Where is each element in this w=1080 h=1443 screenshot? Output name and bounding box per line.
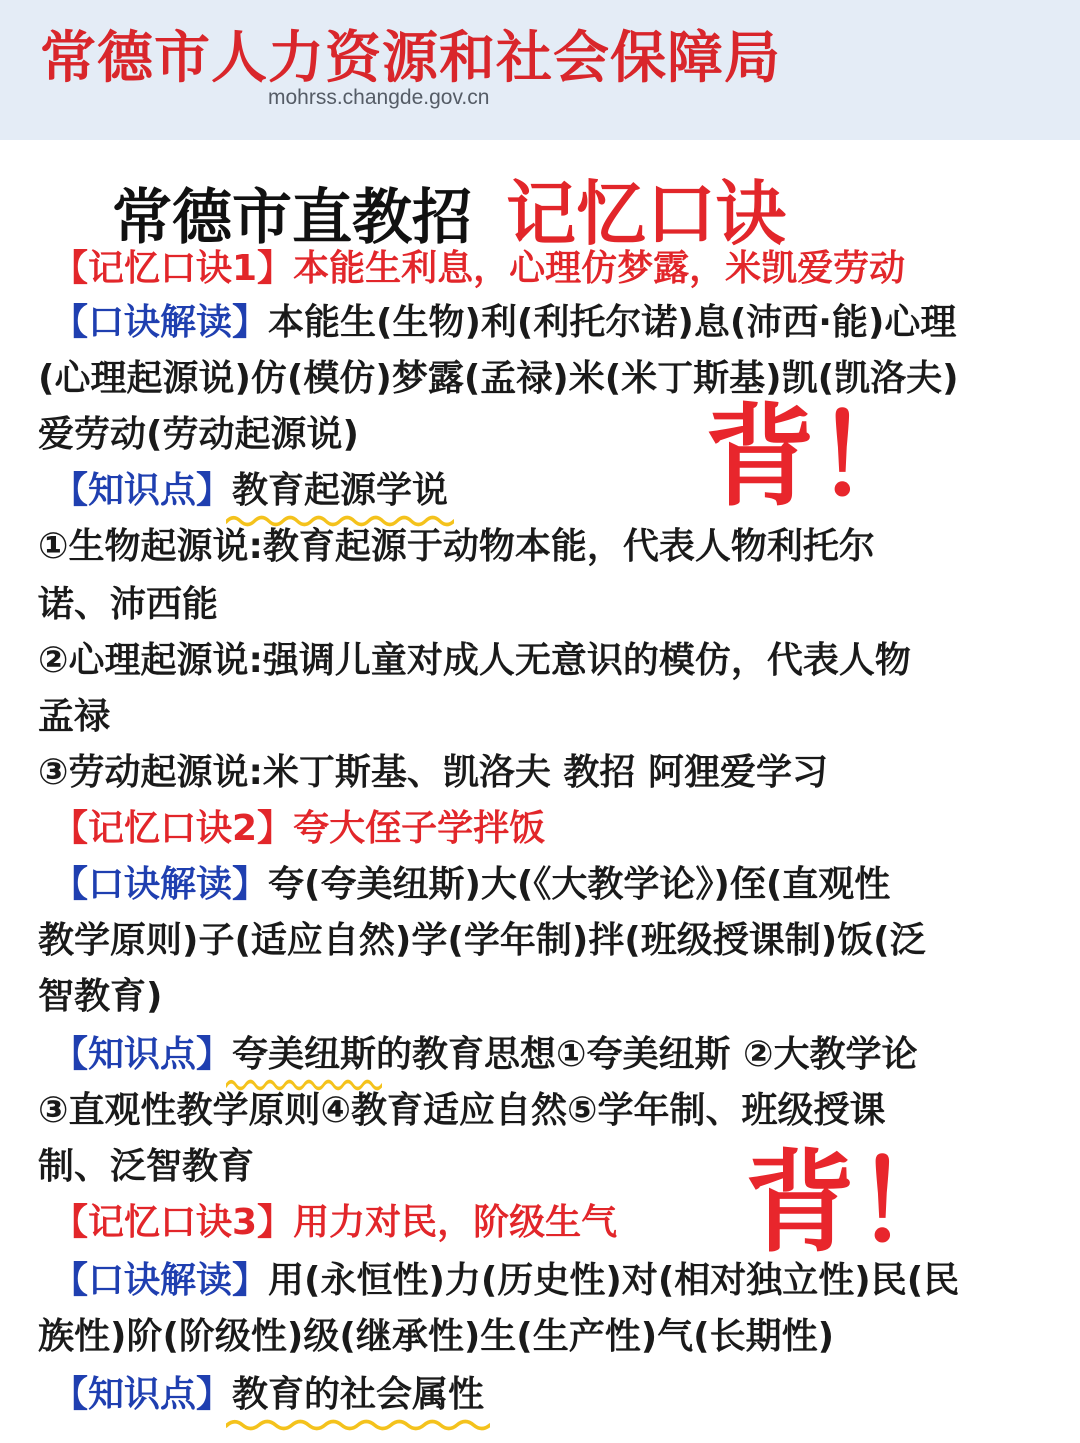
- line-text: ③直观性教学原则④教育适应自然⑤学年制、班级授课: [38, 1090, 886, 1131]
- section-tag: 【记忆口诀2】: [52, 808, 294, 849]
- text-line: [38, 580, 218, 630]
- text-line: [38, 410, 359, 460]
- line-text: ③劳动起源说:米丁斯基、凯洛夫 教招 阿狸爱学习: [38, 752, 828, 793]
- keyword-text: 夸美纽斯: [232, 1034, 377, 1075]
- highlighted-keyword: [232, 1370, 484, 1420]
- line-text: 用(永恒性)力(历史性)对(相对独立性)民(民: [268, 1260, 960, 1301]
- line-text: 本能生利息，心理仿梦露，米凯爱劳动: [293, 248, 906, 289]
- text-line: [52, 244, 905, 294]
- line-text: 夸大侄子学拌饭: [293, 808, 546, 849]
- section-tag: 【记忆口诀3】: [52, 1202, 294, 1243]
- text-line: [52, 298, 956, 348]
- line-text: 的教育思想①夸美纽斯 ②大教学论: [376, 1034, 918, 1075]
- text-line: [52, 466, 448, 516]
- text-line: [38, 636, 911, 686]
- text-line: [38, 692, 110, 742]
- section-tag: 【口诀解读】: [52, 864, 269, 905]
- text-line: [52, 804, 545, 854]
- line-text: (心理起源说)仿(模仿)梦露(孟禄)米(米丁斯基)凯(凯洛夫): [38, 358, 959, 399]
- section-tag: 【知识点】: [52, 1374, 233, 1415]
- highlighted-keyword: [232, 466, 448, 516]
- line-text: 用力对民，阶级生气: [293, 1202, 618, 1243]
- text-line: [38, 1142, 254, 1192]
- text-line: [38, 522, 875, 572]
- line-text: 制、泛智教育: [38, 1146, 255, 1187]
- stamp-memorize: 背！: [705, 393, 925, 521]
- text-line: [38, 916, 926, 966]
- line-text: 教学原则)子(适应自然)学(学年制)拌(班级授课制)饭(泛: [38, 920, 926, 961]
- section-tag: 【口诀解读】: [52, 1260, 269, 1301]
- text-line: [38, 1312, 834, 1362]
- keyword-text: 教育的社会属性: [232, 1374, 485, 1415]
- line-text: 孟禄: [38, 696, 111, 737]
- section-tag: 【记忆口诀1】: [52, 248, 294, 289]
- site-url[interactable]: mohrss.changde.gov.cn: [268, 86, 490, 109]
- text-line: [52, 860, 890, 910]
- wavy-underline: [226, 1416, 490, 1432]
- line-text: 本能生(生物)利(利托尔诺)息(沛西·能)心理: [268, 302, 957, 343]
- text-line: [38, 972, 162, 1022]
- line-text: 夸(夸美纽斯)大(《大教学论》)侄(直观性: [268, 864, 891, 905]
- text-line: [52, 1198, 617, 1248]
- line-text: ①生物起源说:教育起源于动物本能，代表人物利托尔: [38, 526, 875, 567]
- doc-title-highlight: 记忆口诀: [506, 173, 786, 255]
- stamp-memorize: 背！: [745, 1139, 965, 1267]
- section-tag: 【知识点】: [52, 470, 233, 511]
- doc-title-main: 常德市直教招: [112, 183, 472, 253]
- highlighted-keyword: [232, 1030, 376, 1080]
- text-line: [52, 1030, 918, 1080]
- line-text: 族性)阶(阶级性)级(继承性)生(生产性)气(长期性): [38, 1316, 835, 1357]
- site-header: [0, 0, 1080, 140]
- line-text: 诺、沛西能: [38, 584, 219, 625]
- line-text: 爱劳动(劳动起源说): [38, 414, 359, 455]
- text-line: [38, 748, 828, 798]
- org-name: 常德市人力资源和社会保障局: [40, 26, 781, 91]
- text-line: [38, 1086, 885, 1136]
- text-line: [52, 1370, 484, 1420]
- line-text: 智教育): [38, 976, 163, 1017]
- line-text: ②心理起源说:强调儿童对成人无意识的模仿，代表人物: [38, 640, 911, 681]
- section-tag: 【知识点】: [52, 1034, 233, 1075]
- section-tag: 【口诀解读】: [52, 302, 269, 343]
- keyword-text: 教育起源学说: [232, 470, 449, 511]
